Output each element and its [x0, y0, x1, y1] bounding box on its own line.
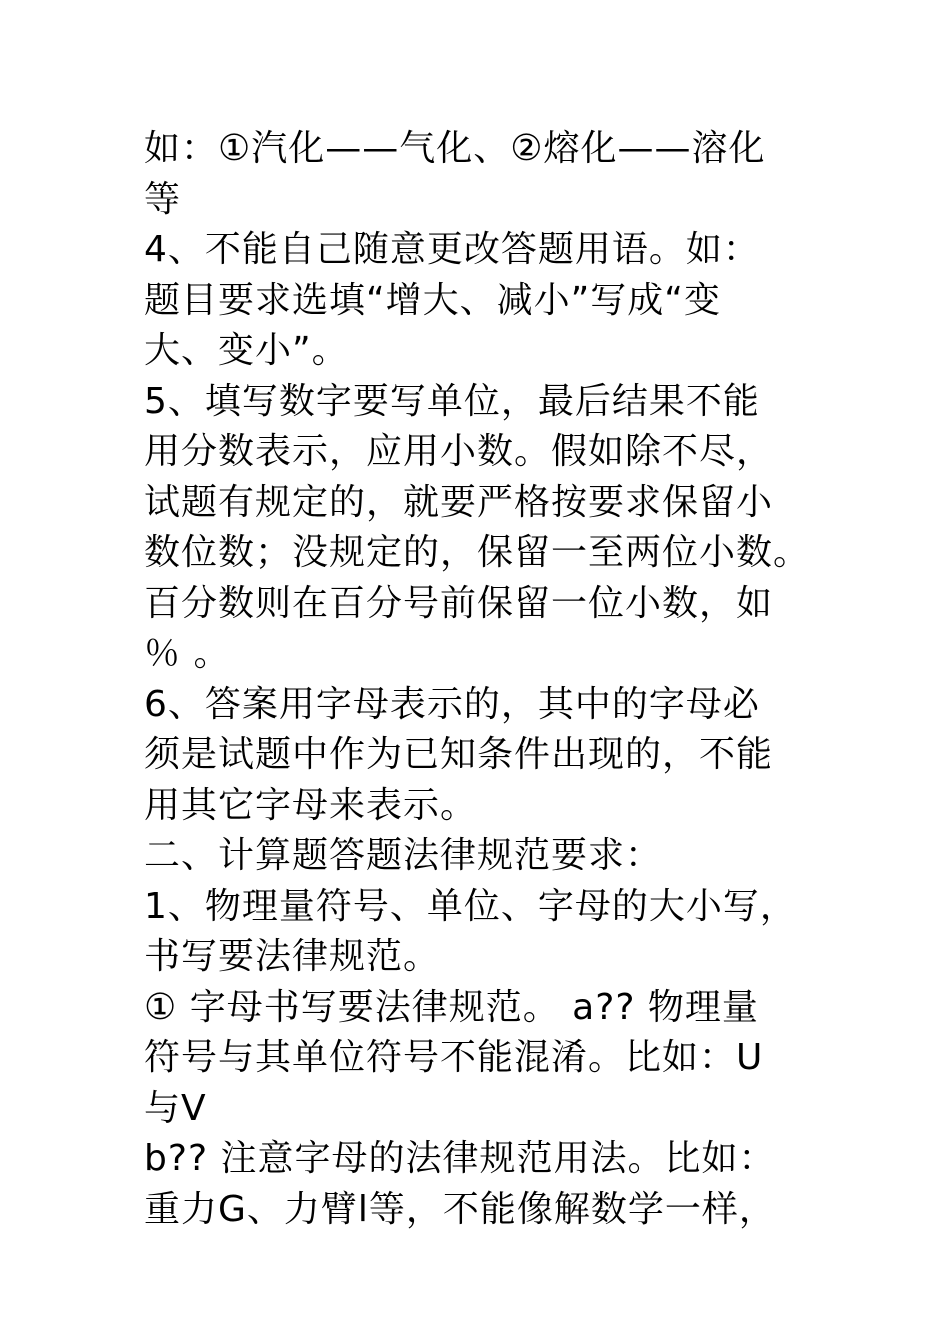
text-line: 须是试题中作为已知条件出现的，不能 — [144, 734, 774, 775]
document-body — [144, 124, 844, 1235]
text-line: ％ 。 — [144, 633, 231, 674]
text-line: 大、变小”。 — [144, 330, 349, 371]
text-line: b?? 注意字母的法律规范用法。比如： — [144, 1138, 776, 1179]
text-line: 6、答案用字母表示的，其中的字母必 — [144, 683, 760, 725]
text-line: 试题有规定的，就要严格按要求保留小 — [144, 481, 774, 523]
text-line: 用其它字母来表示。 — [144, 784, 478, 826]
text-line: 4、不能自己随意更改答题用语。如： — [144, 229, 760, 270]
text-line: 5、填写数字要写单位，最后结果不能 — [144, 380, 760, 422]
text-line: ① 字母书写要法律规范。 a?? 物理量 — [144, 986, 759, 1028]
text-line: 题目要求选填“增大、减小”写成“变 — [144, 279, 721, 321]
text-line: 用分数表示，应用小数。假如除不尽， — [144, 431, 774, 472]
text-line: 重力G、力臂l等，不能像解数学一样， — [144, 1188, 776, 1230]
text-line: 等 — [144, 178, 182, 220]
text-line: 1、物理量符号、单位、字母的大小写， — [144, 885, 797, 927]
text-line: 符号与其单位符号不能混淆。比如：U — [144, 1037, 764, 1078]
text-line: 书写要法律规范。 — [144, 936, 441, 977]
text-line: 百分数则在百分号前保留一位小数，如 — [144, 582, 774, 624]
section-heading: 二、计算题答题法律规范要求： — [144, 835, 663, 876]
text-line: 数位数；没规定的，保留一至两位小数。 — [144, 532, 811, 573]
text-line: 如：①汽化——气化、②熔化——溶化 — [144, 128, 766, 169]
text-line: 与V — [144, 1087, 207, 1129]
